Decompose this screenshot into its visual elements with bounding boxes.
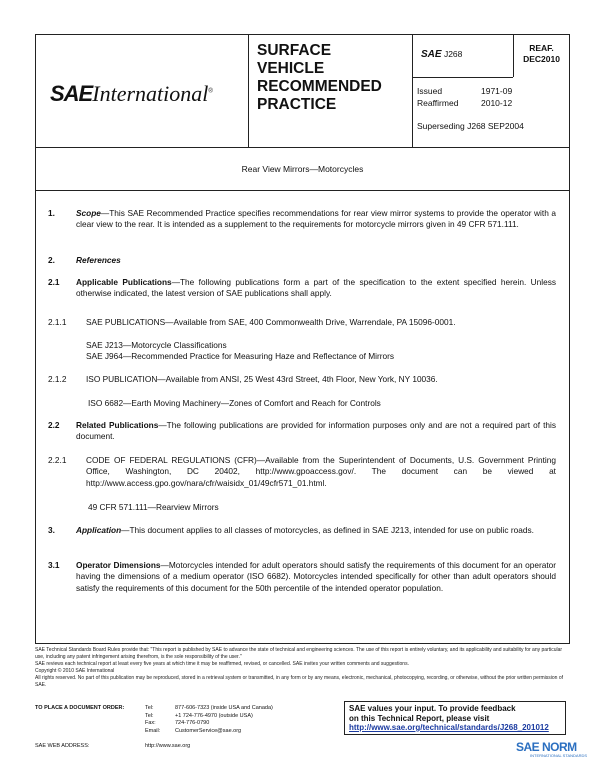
feedback-line1: SAE values your input. To provide feedback bbox=[349, 704, 516, 713]
web-link[interactable]: http://www.sae.org bbox=[145, 743, 191, 749]
reference-item: SAE J964—Recommended Practice for Measuring Haze and Reflectance of Mirrors bbox=[86, 351, 395, 361]
tel2-value: +1 724-776-4970 (outside USA) bbox=[175, 712, 253, 719]
doc-type-line: PRACTICE bbox=[257, 96, 337, 113]
divider bbox=[413, 77, 513, 78]
section-iso-publication: ISO PUBLICATION—Available from ANSI, 25 West 43rd Street, 4th Floor, New York, NY 10036. bbox=[86, 374, 438, 384]
watermark-logo: SAE NORM bbox=[516, 740, 577, 754]
reaffirmed-badge bbox=[514, 43, 569, 65]
footer-review: SAE reviews each technical report at least every five years at which time it may be reaffirmed, revised, or cancelled. SAE invites your written comments and suggestions. bbox=[35, 661, 409, 667]
email-value[interactable]: CustomerService@sae.org bbox=[175, 727, 242, 734]
section-number: 2. bbox=[48, 255, 55, 265]
section-number: 3. bbox=[48, 525, 55, 535]
order-label: TO PLACE A DOCUMENT ORDER: bbox=[35, 705, 125, 711]
tel-label: Tel: bbox=[145, 705, 154, 711]
doc-type-line: RECOMMENDED bbox=[257, 78, 382, 95]
issue-dates bbox=[417, 85, 512, 109]
section-heading: Applicable Publications bbox=[76, 277, 172, 287]
footer-copyright: Copyright © 2010 SAE International bbox=[35, 668, 115, 674]
fax-value: 724-776-0790 bbox=[175, 720, 210, 726]
footer-rules: SAE Technical Standards Board Rules provide that: "This report is published by SAE to advance the state of technical and engineering sciences. The use of this report is entirely voluntary, and its applicability and suitability for any particular use, including any patent infringement arising therefrom, is the sole responsibility of the user." bbox=[35, 647, 563, 660]
section-number: 2.1.2 bbox=[48, 374, 67, 384]
reference-item: 49 CFR 571.111—Rearview Mirrors bbox=[88, 502, 219, 512]
section-text: —Motorcycles intended for adult operators should satisfy the requirements of this document for an operator having the dimensions of a medium operator (ISO 6682). Motorcycles intended specifically for other than adult operators should satisfy the requirements of this document for the 50th percentile of the intended operator population. bbox=[76, 560, 557, 593]
watermark-subtext: INTERNATIONAL STANDARDS bbox=[530, 753, 588, 758]
email-label: Email: bbox=[145, 727, 161, 734]
section-heading: Related Publications bbox=[76, 420, 159, 430]
section-number: 2.2.1 bbox=[48, 455, 67, 465]
web-label: SAE WEB ADDRESS: bbox=[35, 743, 90, 749]
section-heading: Application bbox=[76, 525, 122, 535]
section-text: —This document applies to all classes of motorcycles, as defined in SAE J213, intended for use on public roads. bbox=[121, 525, 534, 535]
reference-item: ISO 6682—Earth Moving Machinery—Zones of Comfort and Reach for Controls bbox=[88, 398, 381, 408]
superseding: Superseding J268 SEP2004 bbox=[417, 121, 524, 131]
section-number: 2.2 bbox=[48, 420, 60, 430]
logo-international-text: International bbox=[92, 81, 209, 106]
section-cfr: CODE OF FEDERAL REGULATIONS (CFR)—Available from the Superintendent of Documents, U.S. Government Printing Office, Washington, DC 20402, http://www.gpoaccess.gov/. The document can be viewed at http://www.access.gpo.gov/nara/cfr/waisidx_01/49cfr571_01.html. bbox=[86, 455, 556, 488]
tel-value: 877-606-7323 (inside USA and Canada) bbox=[175, 705, 273, 711]
reaf-line1: REAF. bbox=[529, 43, 554, 53]
feedback-link[interactable]: http://www.sae.org/technical/standards/J268_201012 bbox=[349, 723, 549, 732]
reference-item: SAE J213—Motorcycle Classifications bbox=[86, 340, 227, 350]
code-prefix: SAE bbox=[421, 49, 442, 60]
footer-notices bbox=[35, 647, 568, 689]
reaffirmed-label: Reaffirmed bbox=[417, 98, 459, 108]
section-heading: References bbox=[76, 255, 121, 265]
divider bbox=[248, 35, 249, 147]
reaffirmed-value: 2010-12 bbox=[481, 98, 513, 108]
document-title: Rear View Mirrors—Motorcycles bbox=[241, 164, 364, 174]
section-text: —The following publications form a part of the specification to the extent specified herein. Unless otherwise indicated, the latest version of SAE publications shall apply. bbox=[76, 277, 556, 299]
section-sae-publications: SAE PUBLICATIONS—Available from SAE, 400 Commonwealth Drive, Warrendale, PA 15096-0001. bbox=[86, 317, 456, 327]
sae-logo bbox=[50, 81, 213, 107]
section-number: 2.1 bbox=[48, 277, 60, 287]
document-header bbox=[36, 35, 569, 148]
doc-type-line: VEHICLE bbox=[257, 60, 325, 77]
document-frame bbox=[35, 34, 570, 644]
section-number: 2.1.1 bbox=[48, 317, 67, 327]
section-text: —The following publications are provided for information purposes only and are not a required part of this document. bbox=[76, 420, 557, 442]
feedback-box bbox=[344, 701, 566, 735]
feedback-line2: on this Technical Report, please visit bbox=[349, 713, 490, 723]
document-code bbox=[421, 49, 462, 60]
section-operator-dimensions bbox=[76, 560, 556, 594]
divider bbox=[412, 35, 413, 147]
section-heading: Operator Dimensions bbox=[76, 560, 161, 570]
section-heading: Scope bbox=[76, 208, 101, 218]
section-text: —This SAE Recommended Practice specifies recommendations for rear view mirror systems to provide the operator with a clear view to the rear. It is intended as a supplement to the requirements for motorcycle mirrors given in 49 CFR 571.111. bbox=[76, 208, 556, 230]
logo-tm: ® bbox=[208, 88, 213, 95]
reaf-line2: DEC2010 bbox=[523, 54, 560, 64]
code-value: J268 bbox=[443, 49, 463, 59]
section-scope bbox=[76, 208, 556, 231]
issued-label: Issued bbox=[417, 86, 443, 96]
fax-label: Fax: bbox=[145, 720, 156, 726]
footer-rights: All rights reserved. No part of this publication may be reproduced, stored in a retrieval system or transmitted, in any form or by any means, electronic, mechanical, photocopying, recording, or otherwise, without the prior written permission of SAE. bbox=[35, 675, 564, 688]
document-type bbox=[257, 42, 382, 114]
section-applicable-publications bbox=[76, 277, 556, 300]
title-box bbox=[36, 148, 569, 191]
section-references bbox=[76, 255, 556, 266]
section-related-publications bbox=[76, 420, 556, 443]
section-application bbox=[76, 525, 556, 536]
logo-sae-text: SAE bbox=[50, 81, 93, 106]
section-number: 1. bbox=[48, 208, 55, 218]
doc-type-line: SURFACE bbox=[257, 42, 332, 59]
tel2-label: Tel: bbox=[145, 712, 154, 719]
issued-value: 1971-09 bbox=[481, 86, 513, 96]
section-number: 3.1 bbox=[48, 560, 60, 570]
